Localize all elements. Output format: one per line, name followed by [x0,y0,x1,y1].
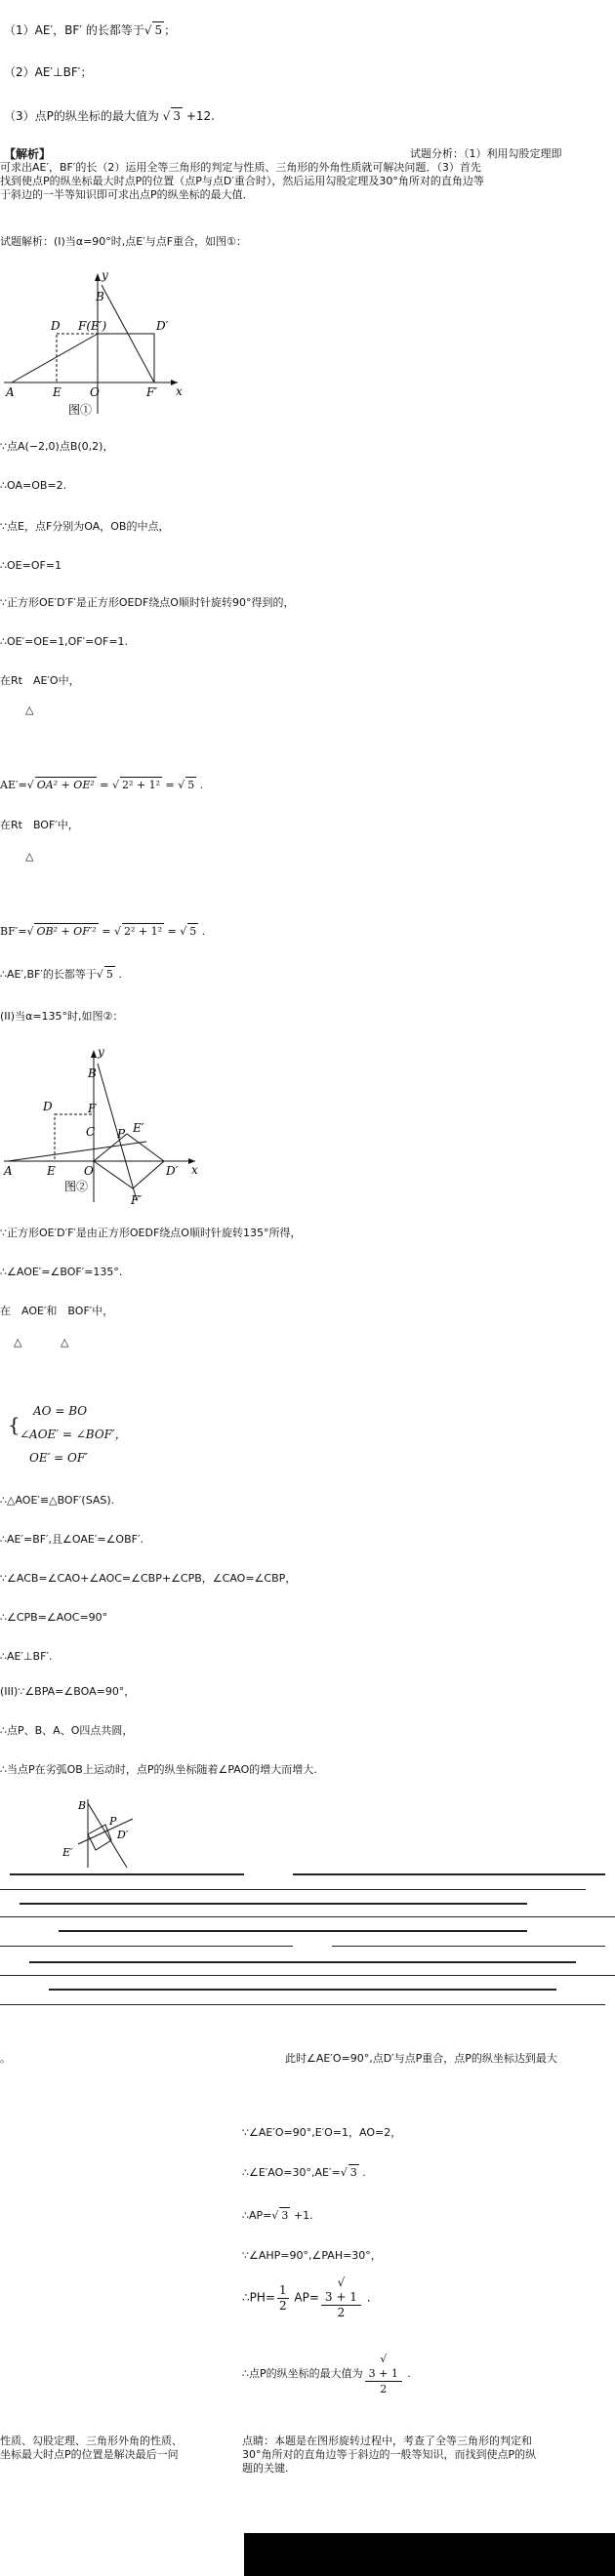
step-12: ∴∠AOE′=∠BOF′=135°. [0,1266,123,1278]
result-step-4: ∵∠AHP=90°,∠PAH=30°， [242,2249,382,2262]
knowledge-line-1: 性质、勾股定理、三角形外角的性质、 [0,2435,183,2447]
step-2: ∴OA=OB=2. [0,479,67,492]
fig1-label-a: A [6,385,15,399]
triangle-symbol-2: △ [25,850,34,863]
bottom-black-bar [244,2533,615,2576]
figure-2 [0,1034,205,1210]
solution-part-1-intro: 试题解析：(I)当α=90°时,点E′与点F重合，如图①： [0,235,247,248]
step-1: ∵点A(−2,0)点B(0,2)， [0,440,114,453]
figure-3 [49,1795,146,1873]
fig2-label-fp: F′ [131,1193,143,1207]
step-19: (III)∵∠BPA=∠BOA=90°， [0,1685,136,1698]
step-14: ∴△AOE′≌△BOF′(SAS). [0,1494,115,1507]
fig1-label-e: E [53,385,62,399]
bf-length-formula: BF′=√ OB² + OF′² = √ 2² + 1² = √ 5 . [0,925,206,938]
step-13: 在 AOE′和 BOF′中， [0,1305,114,1317]
step-18: ∴AE′⊥BF′. [0,1650,53,1663]
step-4: ∴OE=OF=1 [0,559,62,572]
fig2-label-d: D [43,1100,53,1113]
fig1-label-fp: F′ [146,385,158,399]
fig1-label-dp: D′ [156,319,169,333]
answer-1: （1）AE′，BF′ 的长都等于√ 5 ； [4,23,177,37]
fig2-label-b: B [88,1067,97,1080]
fig3-label-p: P [109,1815,117,1828]
triangle-symbol-4: △ [61,1336,69,1348]
knowledge-line-2: 坐标最大时点P的位置是解决最后一问 [0,2448,179,2461]
comment-line-2: 30°角所对的直角边等于斜边的一般等知识，而找到使点P的纵 [242,2448,537,2461]
comment-line-3: 题的关键. [242,2462,289,2475]
fig2-label-p: P [117,1127,126,1141]
step-3: ∵点E，点F分别为OA，OB的中点， [0,520,170,533]
fig1-caption: 图① [68,403,93,417]
system-brace: { [8,1413,20,1436]
step-15: ∴AE′=BF′,且∠OAE′=∠OBF′. [0,1533,144,1546]
fig1-label-o: O [90,385,100,399]
fig2-label-ep: E′ [133,1121,144,1135]
system-line-2: ∠AOE′ = ∠BOF′， [20,1428,127,1441]
fig2-label-a: A [4,1164,13,1178]
fig2-label-e: E [47,1164,56,1178]
result-step-3: ∴AP=√ 3 +1. [242,2209,313,2222]
result-step-2: ∴∠E′AO=30°,AE′=√ 3 . [242,2166,366,2179]
step-17: ∴∠CPB=∠AOC=90° [0,1611,108,1624]
fig1-label-y: y [102,268,108,282]
figure-1 [0,256,195,426]
step-7: 在Rt AE′O中， [0,674,80,687]
step-20: ∴点P、B、A、O四点共圆， [0,1724,134,1737]
result-step-1: ∵∠AE′O=90°,E′O=1，AO=2， [242,2126,402,2139]
result-start: 。 [0,2052,11,2065]
answer-2: （2）AE′⊥BF′； [4,65,93,79]
system-line-1: AO = BO [33,1404,88,1418]
fig3-label-b: B [78,1799,87,1812]
scan-artifact-band [0,1870,615,2026]
fig2-label-y: y [98,1045,104,1059]
fig2-label-x: x [191,1163,198,1177]
analysis-line-1: 可求出AE′，BF′的长（2）运用全等三角形的判定与性质、三角形的外角性质就可解决问题．（3）首先 [0,161,481,174]
fig3-label-ep: E′ [62,1846,73,1859]
fig1-label-b: B [96,290,104,303]
fig1-label-x: x [176,384,183,398]
result-step-6: ∴点P的纵坐标的最大值为 √ 3 + 1 2 . [242,2353,411,2395]
step-21: ∴当点P在劣弧OB上运动时，点P的纵坐标随着∠PAO的增大而增大. [0,1763,317,1776]
fig2-label-o: O [84,1164,94,1178]
step-9: ∴AE′,BF′的长都等于√ 5 . [0,968,122,981]
fig2-caption: 图② [64,1180,89,1193]
fig1-label-fe: F(E′) [78,319,107,333]
jiexi-heading: 【解析】 [4,147,52,161]
triangle-symbol-1: △ [25,704,34,716]
result-tail: 此时∠AE′O=90°,点D′与点P重合，点P的纵坐标达到最大 [285,2052,557,2065]
step-6: ∴OE′=OE=1,OF′=OF=1. [0,635,129,648]
step-11: ∵正方形OE′D′F′是由正方形OEDF绕点O顺时针旋转135°所得， [0,1227,302,1239]
analysis-line-3: 于斜边的一半等知识即可求出点P的纵坐标的最大值． [0,188,254,201]
answer-3: （3）点P的纵坐标的最大值为 √ 3 +12. [4,109,215,123]
analysis-line-0: 试题分析：（1）利用勾股定理即 [410,147,562,160]
system-line-3: OE′ = OF′ [29,1451,88,1465]
step-16: ∵∠ACB=∠CAO+∠AOC=∠CBP+∠CPB，∠CAO=∠CBP， [0,1572,297,1585]
fig1-label-d: D [51,319,61,333]
ae-length-formula: AE′=√ OA² + OE² = √ 2² + 1² = √ 5 . [0,779,204,791]
step-8: 在Rt BOF′中， [0,819,79,831]
fig2-label-f: F [88,1102,97,1115]
result-step-5: ∴PH= $\frac{1}{2}$ AP= √ 3 + 1 2 . [242,2275,371,2319]
fig2-label-dp: D′ [166,1164,179,1178]
analysis-line-2: 找到使点P的纵坐标最大时点P的位置（点P与点D′重合时），然后运用勾股定理及30°角所对的直角边等 [0,175,484,187]
fig3-label-dp: D′ [117,1829,129,1841]
step-5: ∵正方形OE′D′F′是正方形OEDF绕点O顺时针旋转90°得到的， [0,596,295,609]
comment-line-1: 点睛：本题是在图形旋转过程中，考查了全等三角形的判定和 [242,2435,532,2447]
solution-part-2-intro: (II)当α=135°时,如图②： [0,1010,124,1023]
fig2-label-c: C [86,1125,96,1139]
triangle-symbol-3: △ [14,1336,22,1348]
